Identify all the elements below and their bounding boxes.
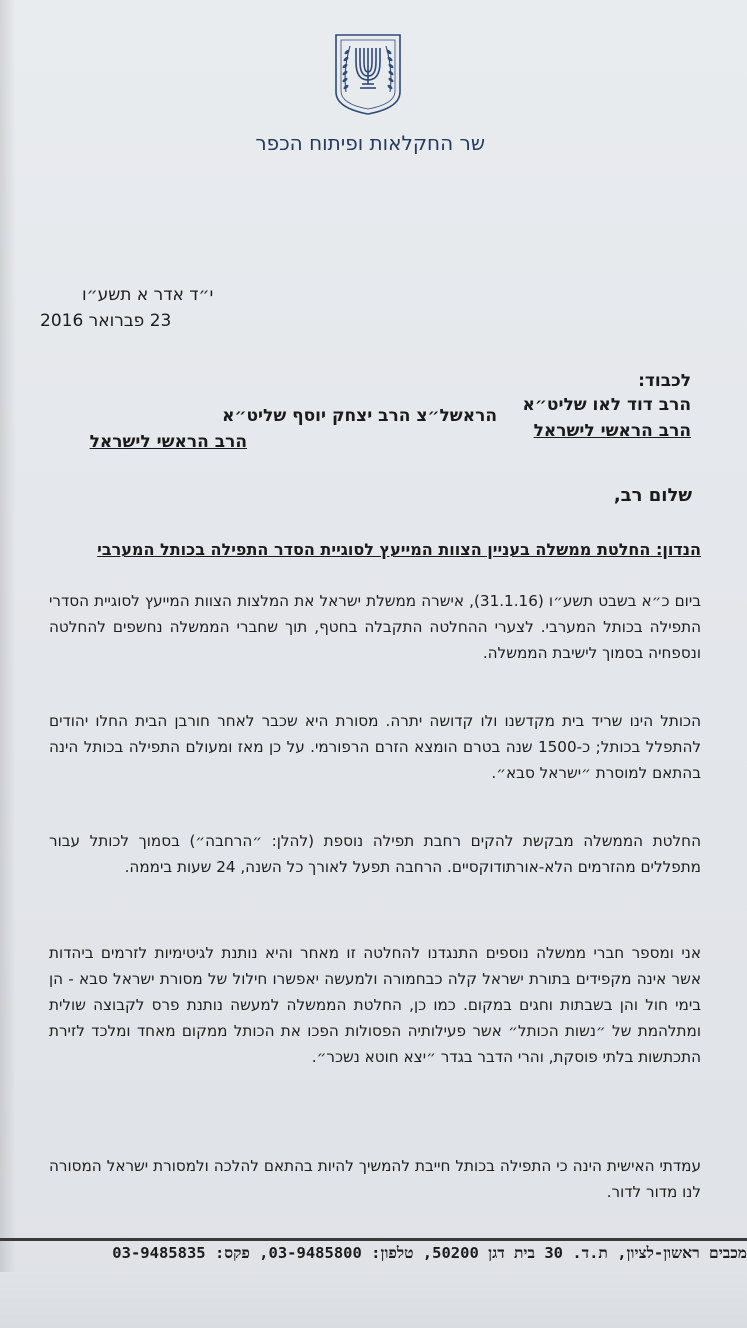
recipient-1-title: הרב הראשי לישראל (533, 421, 691, 441)
footer-address: מכבים ראשון-לציון, ת.ד. 30 בית דגן 50200, טלפון: 03-9485800, פקס: 03-9485835 (112, 1244, 747, 1262)
subject-line: הנדון: החלטת ממשלה בעניין הצוות המייעץ לסוגיית הסדר התפילה בכותל המערבי (97, 540, 701, 559)
page-shadow (0, 0, 16, 1328)
page-bottom (0, 1272, 747, 1328)
body-paragraph: הכותל הינו שריד בית מקדשנו ולו קדושה יתרה. מסורת היא שכבר לאחר חורבן הבית החלו יהודים להתפלל בכותל; כ-1500 שנה בטרם הומצא הזרם הרפורמי. על כן מאז ומעולם התפילה בכותל הינה בהתאם למוסרת ״ישראל סבא״. (49, 712, 701, 782)
menorah-emblem-icon (332, 32, 404, 116)
ministry-title: שר החקלאות ופיתוח הכפר (255, 131, 485, 155)
body-paragraph: ביום כ״א בשבט תשע״ו (31.1.16), אישרה ממשלת ישראל את המלצות הצוות המייעץ לסוגיית הסדרי התפילה בכותל המערבי. לצערי ההחלטה התקבלה בחטף, תוך שחברי הממשלה נחשפים להחלטה ונספחיה בסמוך לישיבת הממשלה. (49, 592, 701, 662)
body-paragraph: עמדתי האישית הינה כי התפילה בכותל חייבת להמשיך להיות בהתאם להלכה ולמסורת ישראל המסורה לנו מדור לדור. (49, 1157, 701, 1201)
recipient-2-title: הרב הראשי לישראל (89, 432, 247, 452)
recipient-1-name: הרב דוד לאו שליט״א (522, 395, 691, 415)
date-hebrew: י״ד אדר א תשע״ו (82, 285, 214, 305)
to-label: לכבוד: (638, 371, 691, 391)
body-paragraph: אני ומספר חברי ממשלה נוספים התנגדנו להחלטה זו מאחר והיא נותנת לגיטימיות לזרמים ביהדות אשר אינה מקפידים בתורת ישראל קלה כבחמורה ולמעשה יאפשרו חילול של מסורת ישראל סבא - הן בימי חול והן בשבתות וחגים במקום. כמו כן, החלטת הממשלה למעשה נותנת פרס לקבוצה שולית ומתלהמת של ״נשות הכותל״ אשר פעילותיה הפסולות הפכו את הכותל ממקום מאחד ומלכד לזירת התכתשות בלתי פוסקת, והרי הדבר בגדר ״יצא חוטא נשכר״. (49, 944, 701, 1066)
footer-divider (0, 1238, 747, 1241)
date-gregorian: 23 פברואר 2016 (40, 311, 172, 331)
recipient-2-name: הראשל״צ הרב יצחק יוסף שליט״א (222, 406, 497, 426)
greeting: שלום רב, (613, 485, 692, 506)
body-paragraph: החלטת הממשלה מבקשת להקים רחבת תפילה נוספת (להלן: ״הרחבה״) בסמוך לכותל עבור מתפללים מהזרמים הלא-אורתודוקסיים. הרחבה תפעל לאורך כל השנה, 24 שעות ביממה. (49, 832, 701, 876)
